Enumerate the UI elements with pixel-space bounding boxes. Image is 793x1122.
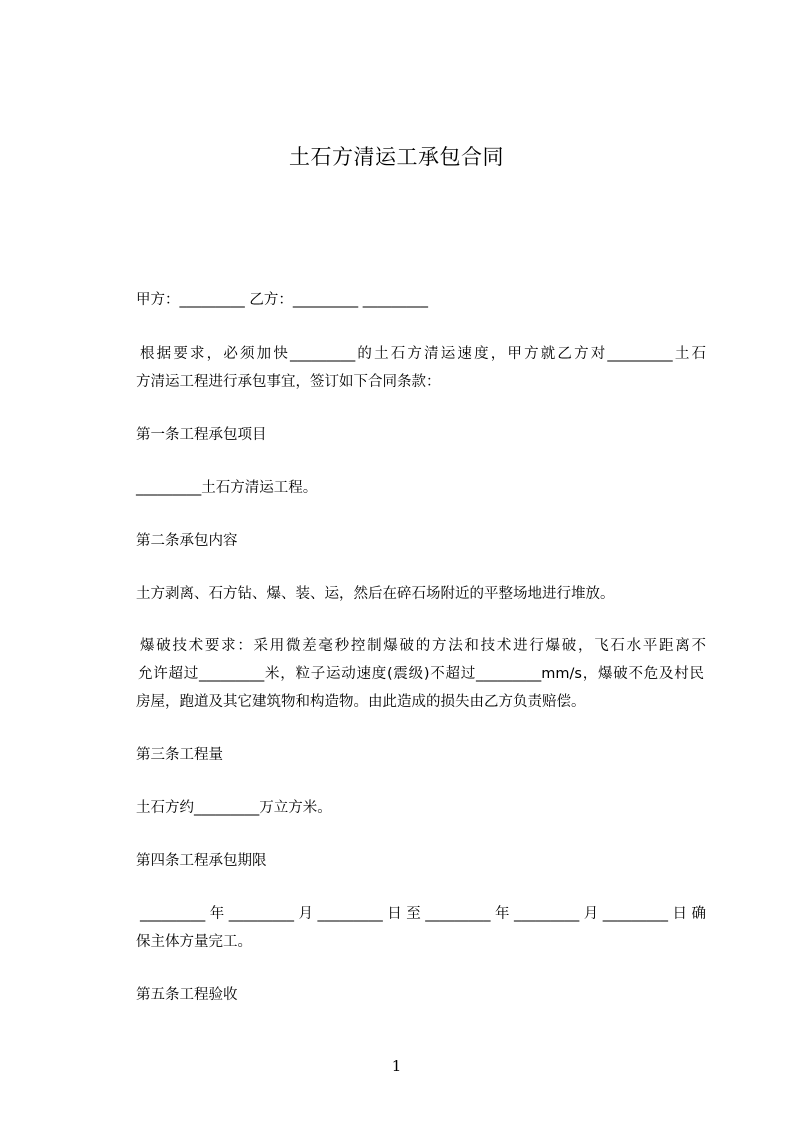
parties-line: 甲方：_________ 乙方：_________ _________ <box>136 292 428 308</box>
blasting-line-2: 允许超过_________米，粒子运动速度(震级)不超过_________mm/s，爆破不危及村民 <box>138 666 704 682</box>
article-1-heading: 第一条工程承包项目 <box>136 427 267 443</box>
document-title: 土石方清运工承包合同 <box>289 145 504 169</box>
article-4-line-2: 保主体方量完工。 <box>136 934 252 950</box>
article-1-text: _________土石方清运工程。 <box>136 480 318 496</box>
intro-line-1: 根据要求，必须加快_________的土石方清运速度，甲方就乙方对_________土石 <box>140 346 706 362</box>
blasting-line-1: 爆破技术要求：采用微差毫秒控制爆破的方法和技术进行爆破，飞石水平距离不 <box>140 638 706 654</box>
article-2-text: 土方剥离、石方钻、爆、装、运，然后在碎石场附近的平整场地进行堆放。 <box>136 586 615 602</box>
article-3-text: 土石方约_________万立方米。 <box>136 800 332 816</box>
article-2-heading: 第二条承包内容 <box>136 533 238 549</box>
intro-line-2: 方清运工程进行承包事宜，签订如下合同条款： <box>136 374 441 390</box>
article-3-heading: 第三条工程量 <box>136 747 223 763</box>
article-4-heading: 第四条工程承包期限 <box>136 853 267 869</box>
article-5-heading: 第五条工程验收 <box>136 987 238 1003</box>
page-number: 1 <box>391 1057 402 1075</box>
article-4-line-1: _________年_________月_________日至_________年_________月_________日确 <box>140 906 706 922</box>
blasting-line-3: 房屋，跑道及其它建筑物和构造物。由此造成的损失由乙方负责赔偿。 <box>136 694 586 710</box>
